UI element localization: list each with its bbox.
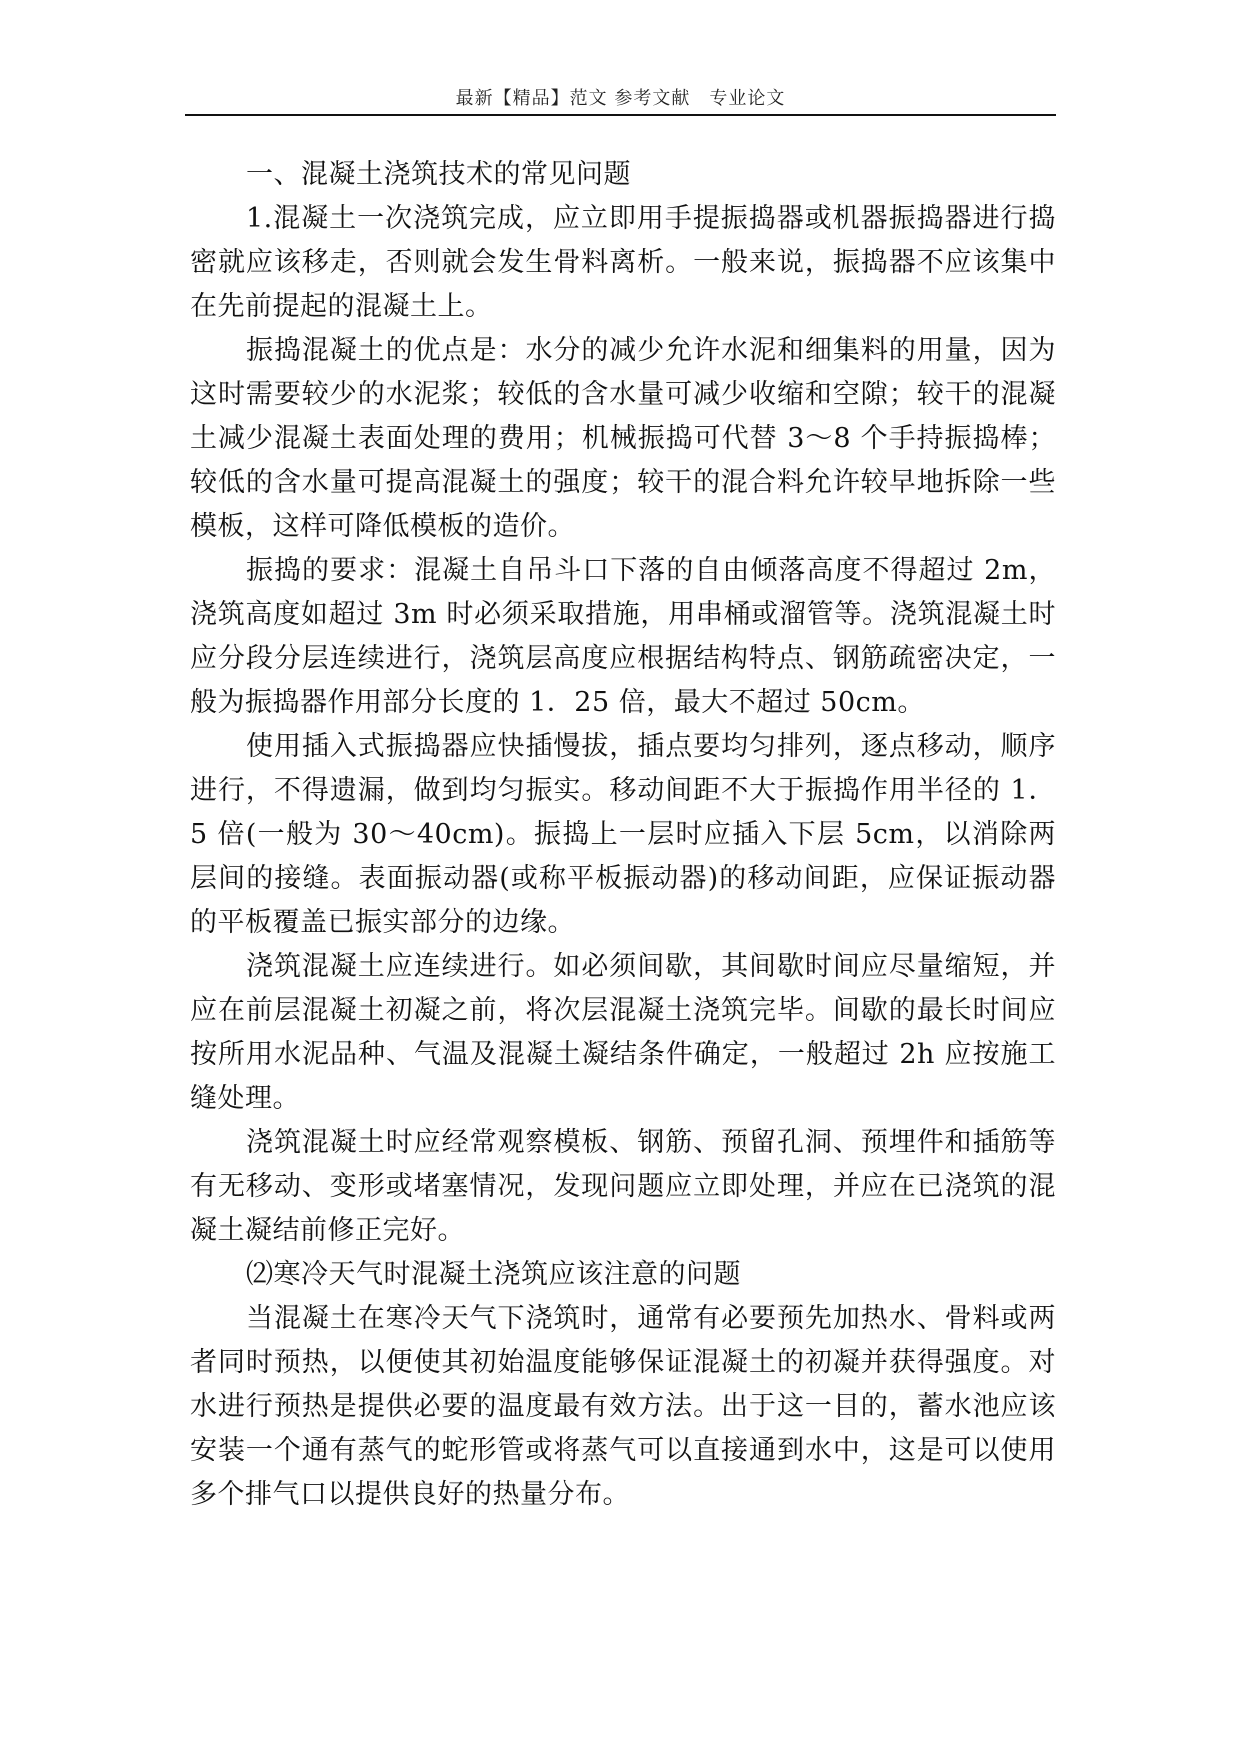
subheading: ⑵寒冷天气时混凝土浇筑应该注意的问题 — [246, 1259, 741, 1290]
header-divider — [185, 114, 1056, 116]
section-heading: 一、混凝土浇筑技术的常见问题 — [246, 159, 631, 190]
page-header: 最新【精品】范文 参考文献 专业论文 — [455, 88, 786, 109]
paragraph-4: 使用插入式振捣器应快插慢拔，插点要均匀排列，逐点移动，顺序进行，不得遗漏，做到均匀振实。移动间距不大于振捣作用半径的 1．5 倍(一般为 30～40cm)。振捣上一层时应插入下层 5cm，以消除两层间的接缝。表面振动器(或称平板振动器)的移动间距，应保证振动器的平板覆盖已振实部分的边缘。 — [190, 731, 1056, 938]
paragraph-5: 浇筑混凝土应连续进行。如必须间歇，其间歇时间应尽量缩短，并应在前层混凝土初凝之前，将次层混凝土浇筑完毕。间歇的最长时间应按所用水泥品种、气温及混凝土凝结条件确定，一般超过 2h 应按施工缝处理。 — [190, 951, 1056, 1114]
paragraph-7: 当混凝土在寒冷天气下浇筑时，通常有必要预先加热水、骨料或两者同时预热，以便使其初始温度能够保证混凝土的初凝并获得强度。对水进行预热是提供必要的温度最有效方法。出于这一目的，蓄水池应该安装一个通有蒸气的蛇形管或将蒸气可以直接通到水中，这是可以使用多个排气口以提供良好的热量分布。 — [190, 1303, 1056, 1510]
paragraph-1: 1.混凝土一次浇筑完成，应立即用手提振捣器或机器振捣器进行捣密就应该移走，否则就会发生骨料离析。一般来说，振捣器不应该集中在先前提起的混凝土上。 — [190, 203, 1056, 322]
paragraph-6: 浇筑混凝土时应经常观察模板、钢筋、预留孔洞、预埋件和插筋等有无移动、变形或堵塞情况，发现问题应立即处理，并应在已浇筑的混凝土凝结前修正完好。 — [190, 1127, 1056, 1246]
paragraph-3: 振捣的要求：混凝土自吊斗口下落的自由倾落高度不得超过 2m，浇筑高度如超过 3m 时必须采取措施，用串桶或溜管等。浇筑混凝土时应分段分层连续进行，浇筑层高度应根据结构特点、钢筋疏密决定，一般为振捣器作用部分长度的 1．25 倍，最大不超过 50cm。 — [190, 555, 1056, 718]
paragraph-2: 振捣混凝土的优点是：水分的减少允许水泥和细集料的用量，因为这时需要较少的水泥浆；较低的含水量可减少收缩和空隙；较干的混凝土减少混凝土表面处理的费用；机械振捣可代替 3～8 个手持振捣棒；较低的含水量可提高混凝土的强度；较干的混合料允许较早地拆除一些模板，这样可降低模板的造价。 — [190, 335, 1056, 542]
document-body — [190, 153, 1056, 1517]
